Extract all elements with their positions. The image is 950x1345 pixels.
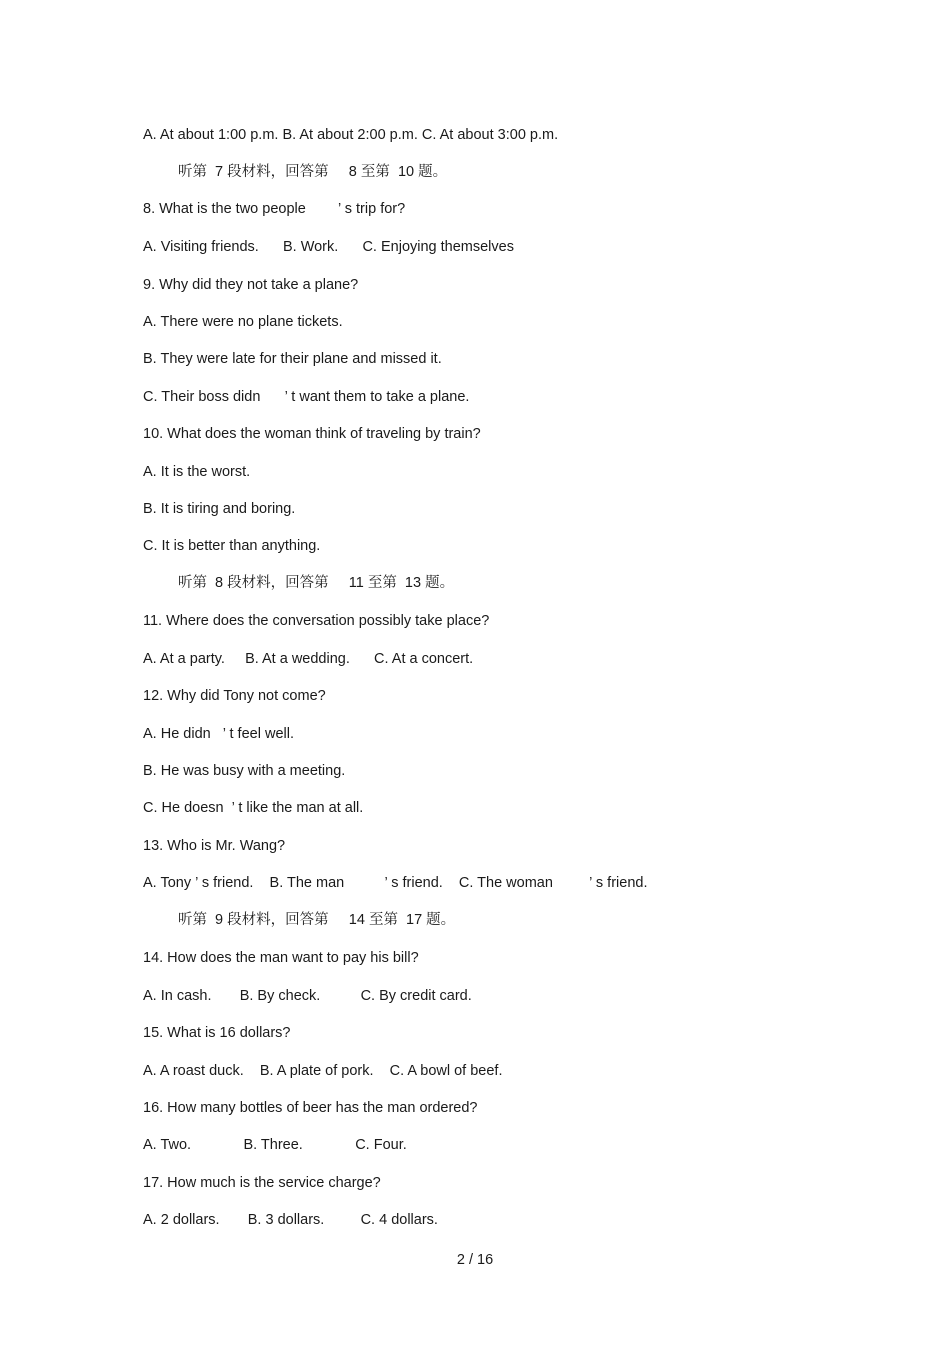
- option-q12-b: B. He was busy with a meeting.: [143, 763, 346, 779]
- option-q10-b: B. It is tiring and boring.: [143, 501, 296, 517]
- question-11: 11. Where does the conversation possibly take place?: [143, 613, 490, 629]
- option-line-q16: A. Two. B. Three. C. Four.: [143, 1137, 407, 1153]
- question-9: 9. Why did they not take a plane?: [143, 277, 359, 293]
- option-line-q14: A. In cash. B. By check. C. By credit card.: [143, 988, 472, 1004]
- section-header-9: 听第 9 段材料，回答第 14 至第 17 题。: [178, 912, 456, 928]
- question-12: 12. Why did Tony not come?: [143, 688, 326, 704]
- page-number: 2 / 16: [456, 1252, 494, 1268]
- question-14: 14. How does the man want to pay his bill?: [143, 950, 419, 966]
- option-q10-c: C. It is better than anything.: [143, 538, 321, 554]
- section-header-7: 听第 7 段材料，回答第 8 至第 10 题。: [178, 164, 448, 180]
- question-17: 17. How much is the service charge?: [143, 1175, 381, 1191]
- section-header-8: 听第 8 段材料，回答第 11 至第 13 题。: [178, 575, 455, 591]
- question-10: 10. What does the woman think of traveling by train?: [143, 426, 481, 442]
- option-line-q15: A. A roast duck. B. A plate of pork. C. A bowl of beef.: [143, 1063, 503, 1079]
- option-line-q7: A. At about 1:00 p.m. B. At about 2:00 p.m. C. At about 3:00 p.m.: [143, 127, 559, 143]
- option-q9-a: A. There were no plane tickets.: [143, 314, 343, 330]
- option-q9-c: C. Their boss didn ’ t want them to take a plane.: [143, 389, 470, 405]
- option-q9-b: B. They were late for their plane and missed it.: [143, 351, 442, 367]
- option-q12-a: A. He didn ’ t feel well.: [143, 726, 294, 742]
- question-8: 8. What is the two people ’ s trip for?: [143, 201, 406, 217]
- option-q12-c: C. He doesn ’ t like the man at all.: [143, 800, 364, 816]
- question-16: 16. How many bottles of beer has the man ordered?: [143, 1100, 478, 1116]
- question-15: 15. What is 16 dollars?: [143, 1025, 291, 1041]
- option-line-q11: A. At a party. B. At a wedding. C. At a concert.: [143, 651, 474, 667]
- option-q10-a: A. It is the worst.: [143, 464, 251, 480]
- option-line-q8: A. Visiting friends. B. Work. C. Enjoying themselves: [143, 239, 514, 255]
- option-line-q17: A. 2 dollars. B. 3 dollars. C. 4 dollars.: [143, 1212, 438, 1228]
- question-13: 13. Who is Mr. Wang?: [143, 838, 286, 854]
- option-line-q13: A. Tony ’ s friend. B. The man ’ s friend. C. The woman ’ s friend.: [143, 875, 648, 891]
